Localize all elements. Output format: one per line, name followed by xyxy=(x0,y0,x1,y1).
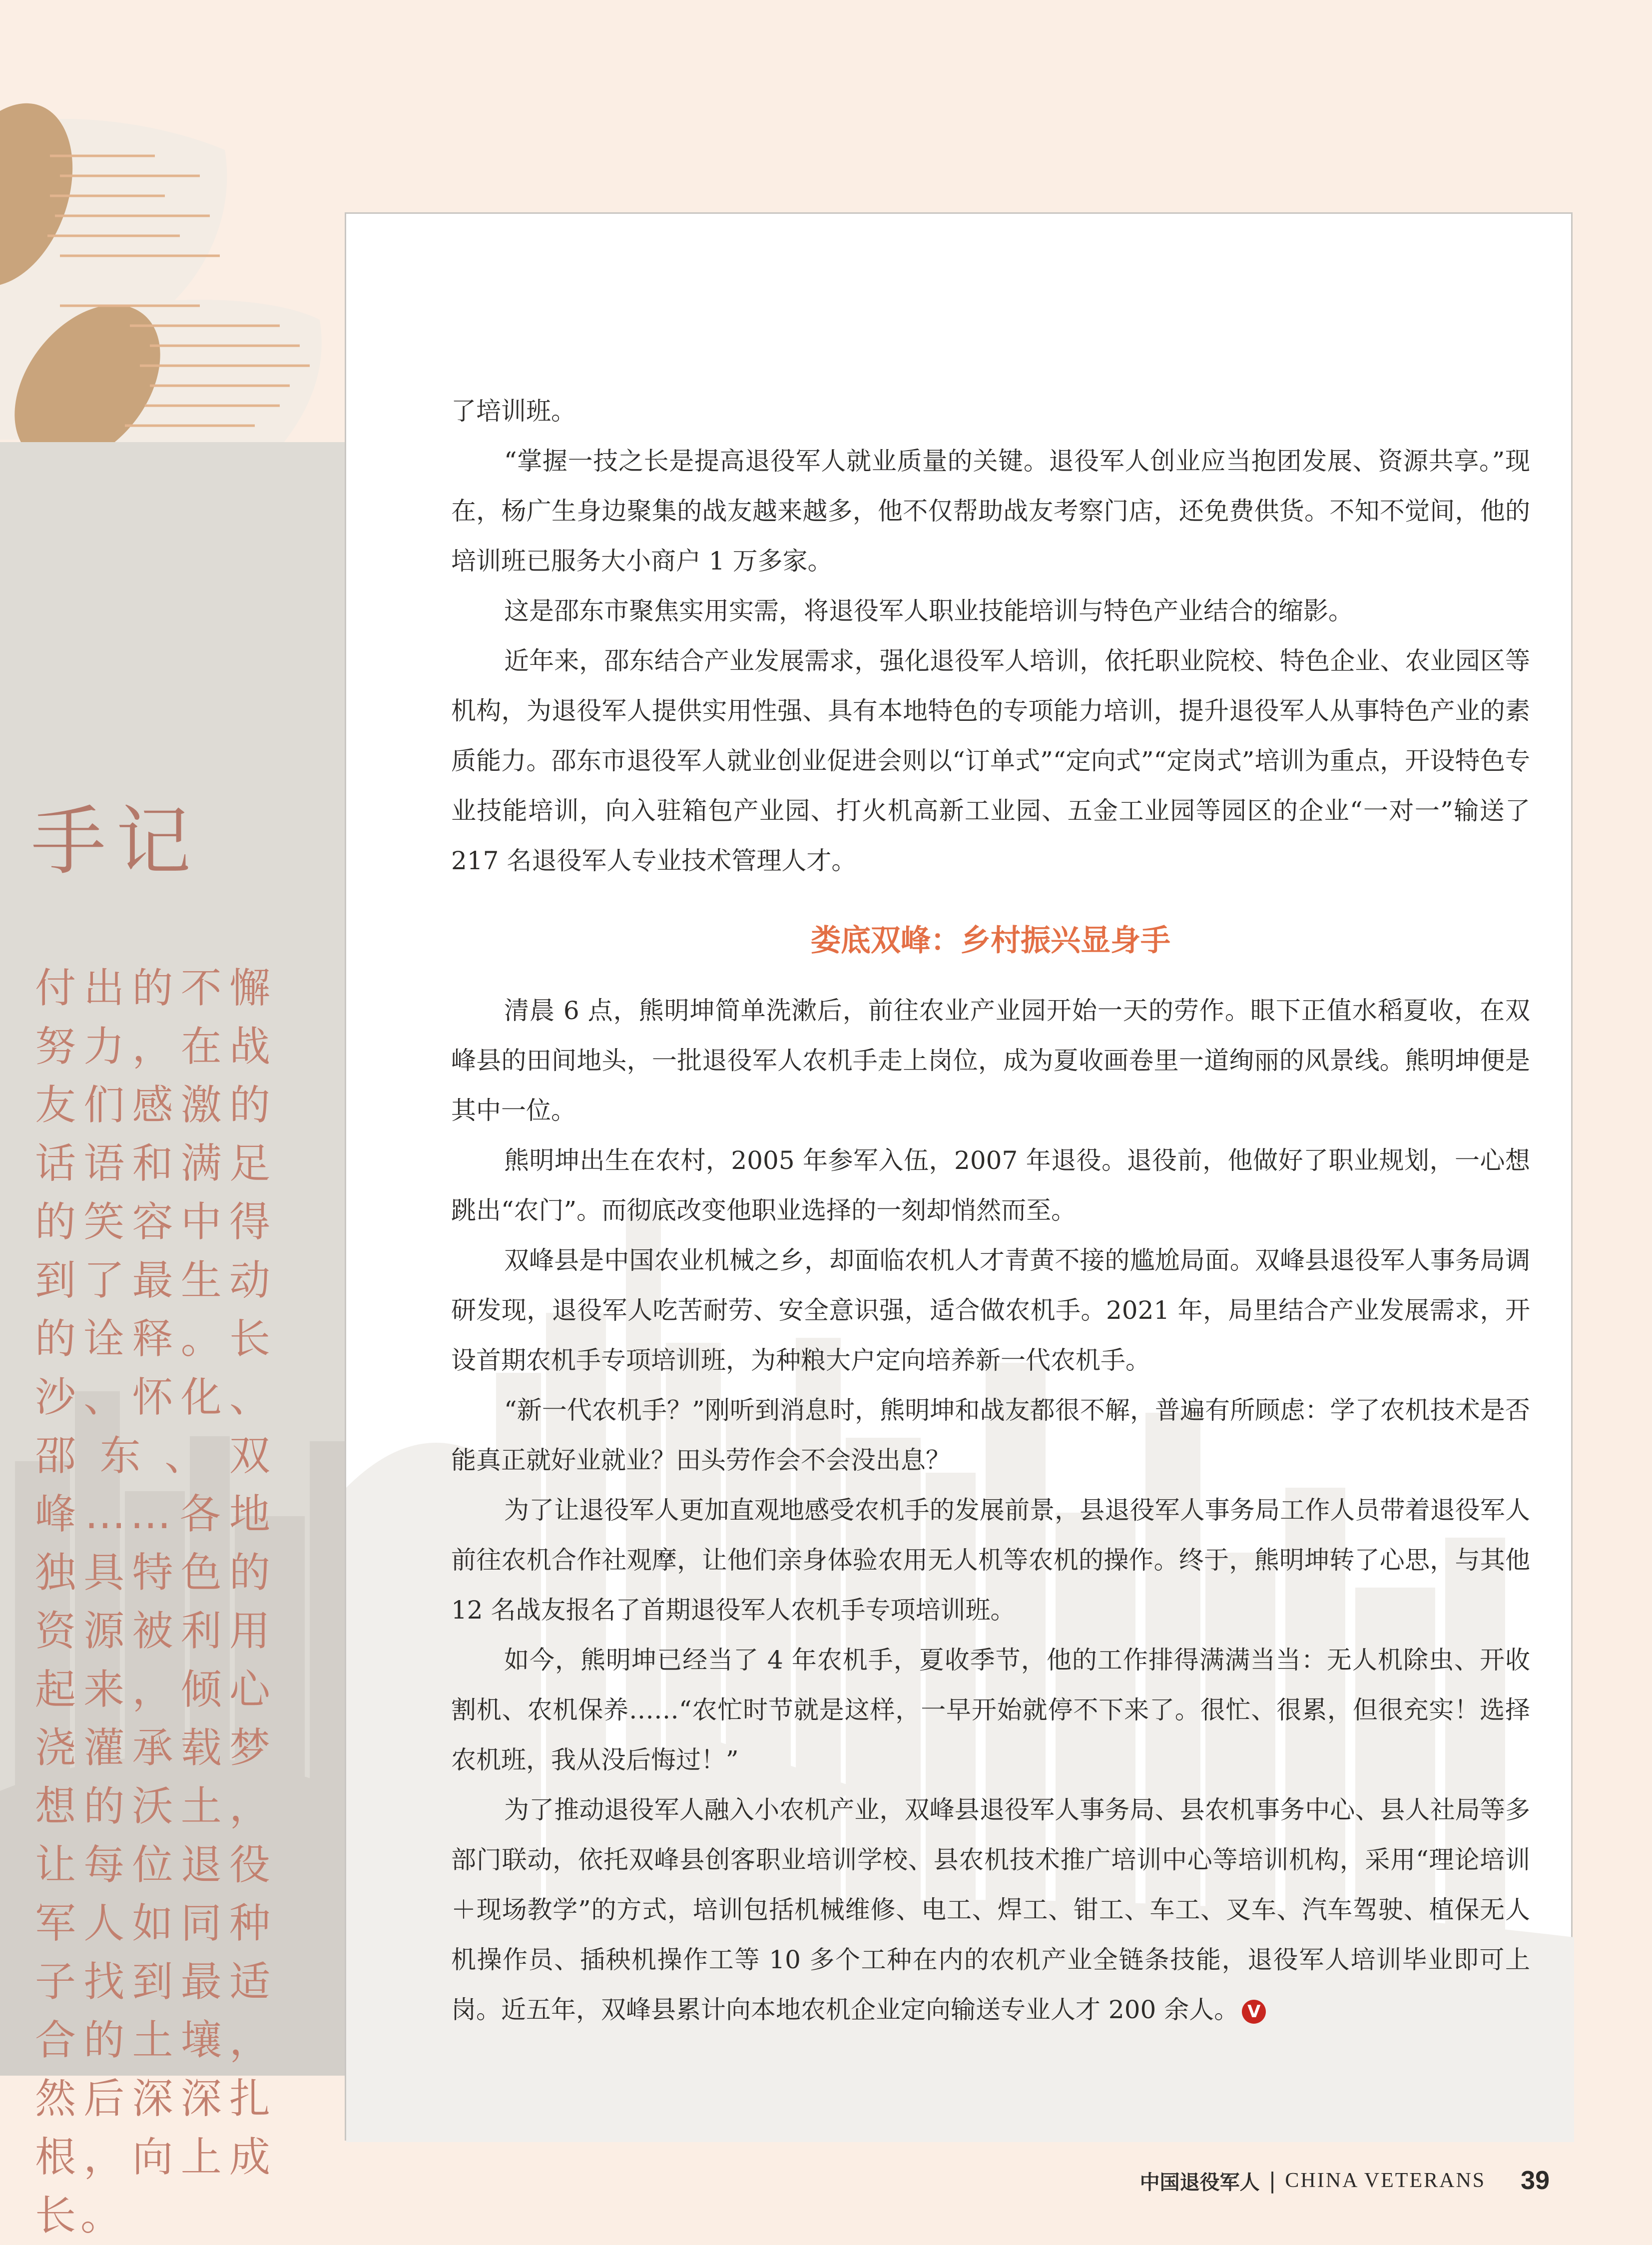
footer-magazine-name-en: CHINA VETERANS xyxy=(1285,2169,1486,2192)
page-number: 39 xyxy=(1521,2166,1550,2195)
article-paragraph: “掌握一技之长是提高退役军人就业质量的关键。退役军人创业应当抱团发展、资源共享。”现在，杨广生身边聚集的战友越来越多，他不仅帮助战友考察门店，还免费供货。不知不觉间，他的培训班已服务大小商户 1 万多家。 xyxy=(451,447,1530,575)
section-heading: 娄底双峰：乡村振兴显身手 xyxy=(811,923,1170,958)
end-mark-icon: V xyxy=(1242,2000,1266,2024)
article-paragraph: “新一代农机手？”刚听到消息时，熊明坤和战友都很不解，普遍有所顾虑：学了农机技术是否能真正就好业就业？田头劳作会不会没出息？ xyxy=(451,1396,1530,1475)
article-paragraph: 了培训班。 xyxy=(451,397,576,426)
article-paragraph: 如今，熊明坤已经当了 4 年农机手，夏收季节，他的工作排得满满当当：无人机除虫、开收割机、农机保养……“农忙时节就是这样，一早开始就停不下来了。很忙、很累，但很充实！选择农机班，我从没后悔过！” xyxy=(451,1646,1530,1774)
page-footer xyxy=(1140,2166,1550,2196)
last-paragraph-text: 为了推动退役军人融入小农机产业，双峰县退役军人事务局、县农机事务中心、县人社局等多部门联动，依托双峰县创客职业培训学校、县农机技术推广培训中心等培训机构，采用“理论培训＋现场教学”的方式，培训包括机械维修、电工、焊工、钳工、车工、叉车、汽车驾驶、植保无人机操作员、插秧机操作工等 10 多个工种在内的农机产业全链条技能，退役军人培训毕业即可上岗。近五年，双峰县累计向本地农机企业定向输送专业人才 200 余人。 xyxy=(451,1795,1530,2024)
article-paragraph: 清晨 6 点，熊明坤简单洗漱后，前往农业产业园开始一天的劳作。眼下正值水稻夏收，在双峰县的田间地头，一批退役军人农机手走上岗位，成为夏收画卷里一道绚丽的风景线。熊明坤便是其中一位。 xyxy=(451,996,1530,1125)
article-paragraph: 这是邵东市聚焦实用实需，将退役军人职业技能培训与特色产业结合的缩影。 xyxy=(504,596,1353,625)
footer-magazine-name-cn: 中国退役军人 xyxy=(1139,2171,1260,2194)
article-panel xyxy=(345,212,1573,2141)
article-paragraph: 近年来，邵东结合产业发展需求，强化退役军人培训，依托职业院校、特色企业、农业园区等机构，为退役军人提供实用性强、具有本地特色的专项能力培训，提升退役军人从事特色产业的素质能力。邵东市退役军人就业创业促进会则以“订单式”“定向式”“定岗式”培训为重点，开设特色专业技能培训，向入驻箱包产业园、打火机高新工业园、五金工业园等园区的企业“一对一”输送了 217 名退役军人专业技术管理人才。 xyxy=(451,646,1530,875)
footer-divider: | xyxy=(1268,2168,1276,2194)
sidebar-title: 手记 xyxy=(31,798,201,885)
article-paragraph-last xyxy=(451,1785,1530,2035)
article-body xyxy=(451,386,1530,2035)
article-paragraph: 熊明坤出生在农村，2005 年参军入伍，2007 年退役。退役前，他做好了职业规划，一心想跳出“农门”。而彻底改变他职业选择的一刻却悄然而至。 xyxy=(451,1146,1530,1225)
sidebar-quote: 付出的不懈努力，在战友们感激的话语和满足的笑容中得到了最生动的诠释。长沙、怀化、邵东、双峰……各地独具特色的资源被利用起来，倾心浇灌承载梦想的沃土，让每位退役军人如同种子找到最适合的土壤，然后深深扎根，向上成长。 xyxy=(35,965,275,2240)
article-paragraph: 为了让退役军人更加直观地感受农机手的发展前景，县退役军人事务局工作人员带着退役军人前往农机合作社观摩，让他们亲身体验农用无人机等农机的操作。终于，熊明坤转了心思，与其他 12 名战友报名了首期退役军人农机手专项培训班。 xyxy=(451,1496,1530,1625)
article-paragraph: 双峰县是中国农业机械之乡，却面临农机人才青黄不接的尴尬局面。双峰县退役军人事务局调研发现，退役军人吃苦耐劳、安全意识强，适合做农机手。2021 年，局里结合产业发展需求，开设首期农机手专项培训班，为种粮大户定向培养新一代农机手。 xyxy=(451,1246,1530,1375)
